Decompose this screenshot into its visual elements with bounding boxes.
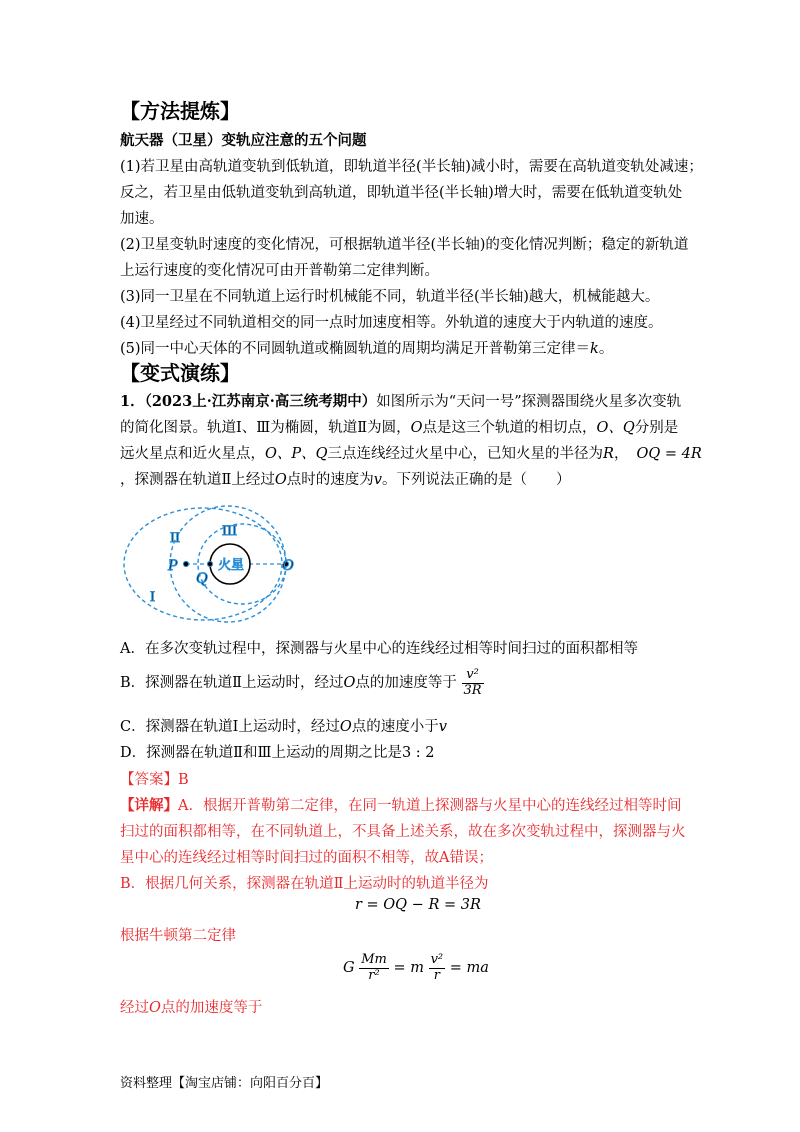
paragraph-3: (3)同一卫星在不同轨道上运行时机械能不同，轨道半径(半长轴)越大，机械能越大。 — [120, 289, 660, 305]
orbit-diagram — [118, 498, 308, 628]
paragraph-2-line-1: (2)卫星变轨时速度的变化情况，可根据轨道半径(半长轴)的变化情况判断；稳定的新轨道 — [120, 237, 689, 253]
label-Q: Q — [196, 570, 208, 587]
option-A: A．在多次变轨过程中，探测器与火星中心的连线经过相等时间扫过的面积都相等 — [120, 641, 638, 657]
question-line-4: ，探测器在轨道Ⅱ上经过O点时的速度为v。下列说法正确的是（ ） — [120, 472, 571, 488]
paragraph-4: (4)卫星经过不同轨道相交的同一点时加速度相等。外轨道的速度大于内轨道的速度。 — [120, 315, 663, 331]
detail-line-2: 扫过的面积都相等，在不同轨道上，不具备上述关系，故在多次变轨过程中，探测器与火 — [120, 824, 686, 840]
question-line-1: 1．（2023上·江苏南京·高三统考期中）如图所示为“天问一号”探测器围绕火星多次变轨 — [120, 393, 682, 410]
option-D: D．探测器在轨道Ⅱ和Ⅲ上运动的周期之比是3 : 2 — [120, 745, 435, 761]
fraction-centripetal: $\frac{\text{v²}}{r}$ — [430, 952, 444, 983]
paragraph-1-line-1: (1)若卫星由高轨道变轨到低轨道，即轨道半径(半长轴)减小时，需要在高轨道变轨处减速； — [120, 159, 703, 175]
paragraph-1-line-2: 反之，若卫星由低轨道变轨到高轨道，即轨道半径(半长轴)增大时，需要在低轨道变轨处 — [120, 185, 683, 201]
question-line-3: 远火星点和近火星点，O、P、Q三点连线经过火星中心，已知火星的半径为R， OQ = 4R — [120, 446, 702, 462]
answer-label: 【答案】B — [120, 772, 189, 788]
detail-line-5: 根据牛顿第二定律 — [120, 928, 236, 944]
detail-line-4: B．根据几何关系，探测器在轨道Ⅱ上运动时的轨道半径为 — [120, 876, 489, 892]
label-O: O — [282, 557, 294, 574]
point-Q — [207, 561, 212, 566]
option-B-fraction: $\frac{\text{v²}}{3R}$ — [463, 667, 482, 698]
section-title-practice: 【变式演练】 — [120, 361, 240, 385]
detail-line-3: 星中心的连线经过相等时间扫过的面积不相等，故A错误； — [120, 850, 493, 866]
paragraph-1-line-3: 加速。 — [120, 211, 164, 227]
equation-radius: r = OQ − R = 3R — [355, 897, 481, 913]
fraction-gravity: $\frac{Mm}{\text{r²}}$ — [361, 952, 387, 983]
section-title-method: 【方法提炼】 — [120, 99, 240, 123]
question-line-2: 的简化图景。轨道Ⅰ、Ⅲ为椭圆，轨道Ⅱ为圆，O点是这三个轨道的相切点，O、Q分别是 — [120, 420, 679, 436]
label-III: III — [222, 523, 237, 539]
label-I: I — [150, 589, 155, 605]
paragraph-5: (5)同一中心天体的不同圆轨道或椭圆轨道的周期均满足开普勒第三定律＝k。 — [120, 341, 614, 357]
point-P — [183, 561, 188, 566]
detail-line-6: 经过O点的加速度等于 — [120, 1000, 263, 1016]
footer-text: 资料整理【淘宝店铺：向阳百分百】 — [120, 1076, 329, 1091]
detail-line-1: 【详解】A．根据开普勒第二定律，在同一轨道上探测器与火星中心的连线经过相等时间 — [120, 797, 682, 814]
option-B: B．探测器在轨道Ⅱ上运动时，经过O点的加速度等于 $\frac{\text{v²}}{3R}$ — [120, 667, 482, 698]
option-C: C．探测器在轨道Ⅰ上运动时，经过O点的速度小于v — [120, 719, 447, 735]
label-P: P — [168, 557, 178, 574]
label-II: II — [170, 530, 180, 546]
section-subtitle: 航天器（卫星）变轨应注意的五个问题 — [120, 132, 367, 149]
equation-newton: G $\frac{Mm}{\text{r²}}$ = m $\frac{\text{v²}}{r}$ = ma — [343, 952, 489, 983]
paragraph-2-line-2: 上运行速度的变化情况可由开普勒第二定律判断。 — [120, 263, 439, 279]
mars-label: 火星 — [218, 558, 245, 573]
